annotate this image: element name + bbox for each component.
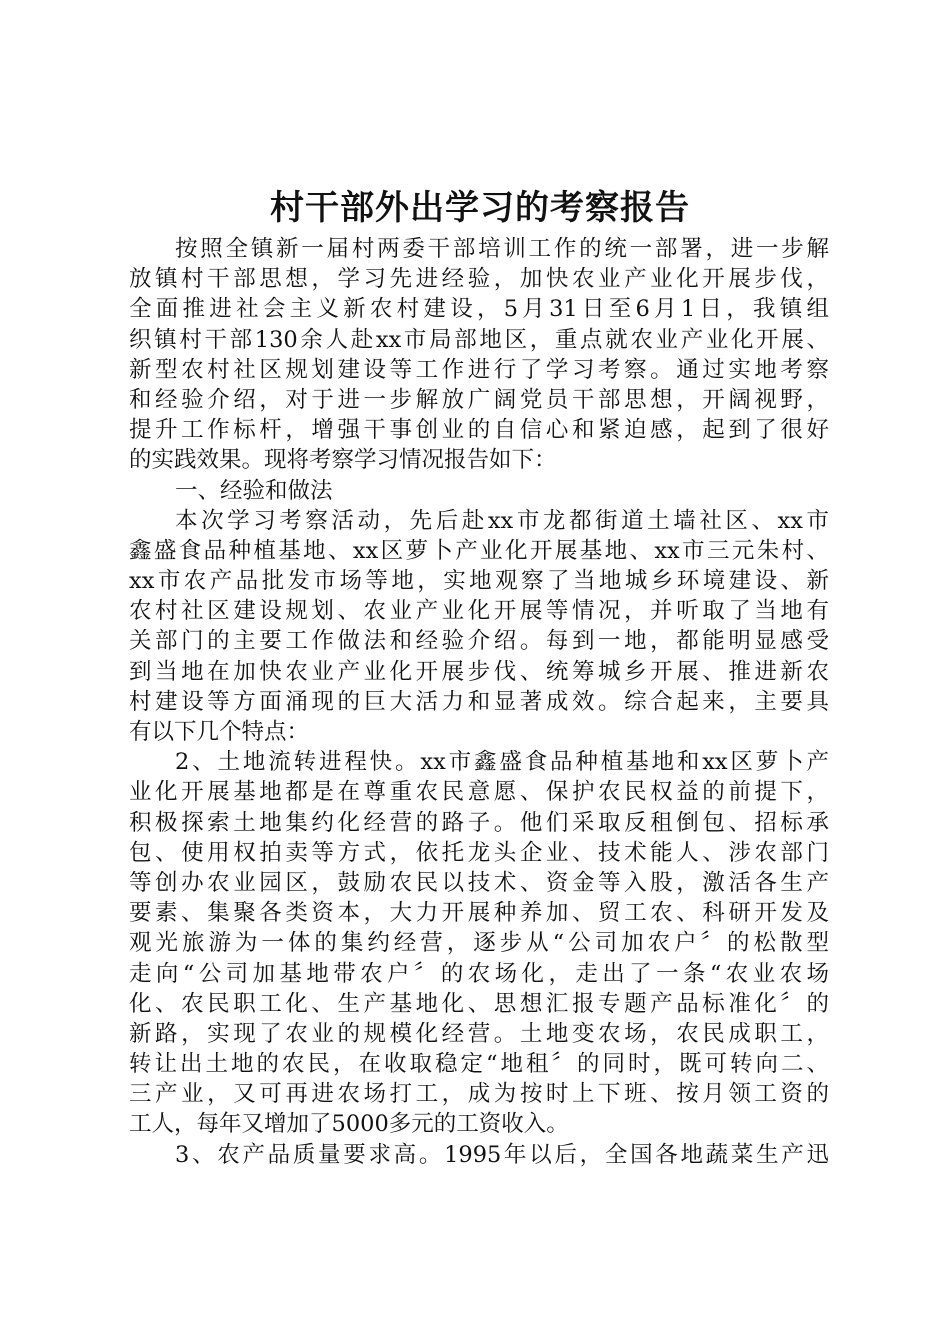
text-line: 业化开展基地都是在尊重农民意愿、保护农民权益的前提下， [129, 779, 829, 806]
text-line: 观光旅游为一体的集约经营，逐步从“公司加农户〞的松散型 [129, 930, 829, 957]
text-line: 新型农村社区规划建设等工作进行了学习考察。通过实地考察 [129, 356, 829, 383]
text-line: 放镇村干部思想，学习先进经验，加快农业产业化开展步伐， [129, 266, 829, 293]
document-body [129, 234, 829, 1170]
text-line: 有以下几个特点： [129, 719, 310, 745]
text-line: 工人，每年又增加了5000多元的工资收入。 [129, 1111, 569, 1138]
text-line: 等创办农业园区，鼓励农民以技术、资金等入股，激活各生产 [129, 869, 829, 896]
text-line: 和经验介绍，对于进一步解放广阔党员干部思想，开阔视野， [129, 386, 829, 413]
text-line: 按照全镇新一届村两委干部培训工作的统一部署，进一步解 [175, 236, 829, 262]
text-line: 农村社区建设规划、农业产业化开展等情况，并听取了当地有 [129, 598, 829, 625]
text-line: 村建设等方面涌现的巨大活力和显著成效。综合起来，主要具 [129, 688, 829, 715]
text-line: xx市农产品批发市场等地，实地观察了当地城乡环境建设、新 [129, 568, 829, 595]
text-line: 一、经验和做法 [175, 477, 333, 504]
text-line: 转让出土地的农民，在收取稳定“地租〞的同时，既可转向二、 [129, 1051, 829, 1078]
text-line: 走向“公司加基地带农户〞的农场化，走出了一条“农业农场 [129, 960, 829, 987]
text-line: 要素、集聚各类资本，大力开展种养加、贸工农、科研开发及 [129, 900, 829, 927]
document-title: 村干部外出学习的考察报告 [270, 188, 690, 228]
text-line: 本次学习考察活动，先后赴xx市龙都街道土墙社区、xx市 [175, 507, 829, 534]
text-line: 积极探索土地集约化经营的路子。他们采取反租倒包、招标承 [129, 809, 829, 836]
text-line: 织镇村干部130余人赴xx市局部地区，重点就农业产业化开展、 [129, 326, 829, 353]
text-line: 3、农产品质量要求高。1995年以后，全国各地蔬菜生产迅 [175, 1141, 829, 1168]
text-line: 2、土地流转进程快。xx市鑫盛食品种植基地和xx区萝卜产 [175, 749, 829, 776]
text-line: 三产业，又可再进农场打工，成为按时上下班、按月领工资的 [129, 1081, 829, 1108]
text-line: 到当地在加快农业产业化开展步伐、统筹城乡开展、推进新农 [129, 658, 829, 685]
text-line: 鑫盛食品种植基地、xx区萝卜产业化开展基地、xx市三元朱村、 [129, 537, 829, 564]
text-line: 包、使用权拍卖等方式，依托龙头企业、技术能人、涉农部门 [129, 839, 829, 866]
text-line: 化、农民职工化、生产基地化、思想汇报专题产品标准化〞的 [129, 990, 829, 1017]
text-line: 的实践效果。现将考察学习情况报告如下： [129, 447, 557, 474]
text-line: 全面推进社会主义新农村建设，5月31日至6月1日，我镇组 [129, 296, 829, 323]
text-line: 关部门的主要工作做法和经验介绍。每到一地，都能明显感受 [129, 628, 829, 655]
text-line: 新路，实现了农业的规模化经营。土地变农场，农民成职工， [129, 1020, 829, 1047]
text-line: 提升工作标杆，增强干事创业的自信心和紧迫感，起到了很好 [129, 417, 829, 444]
